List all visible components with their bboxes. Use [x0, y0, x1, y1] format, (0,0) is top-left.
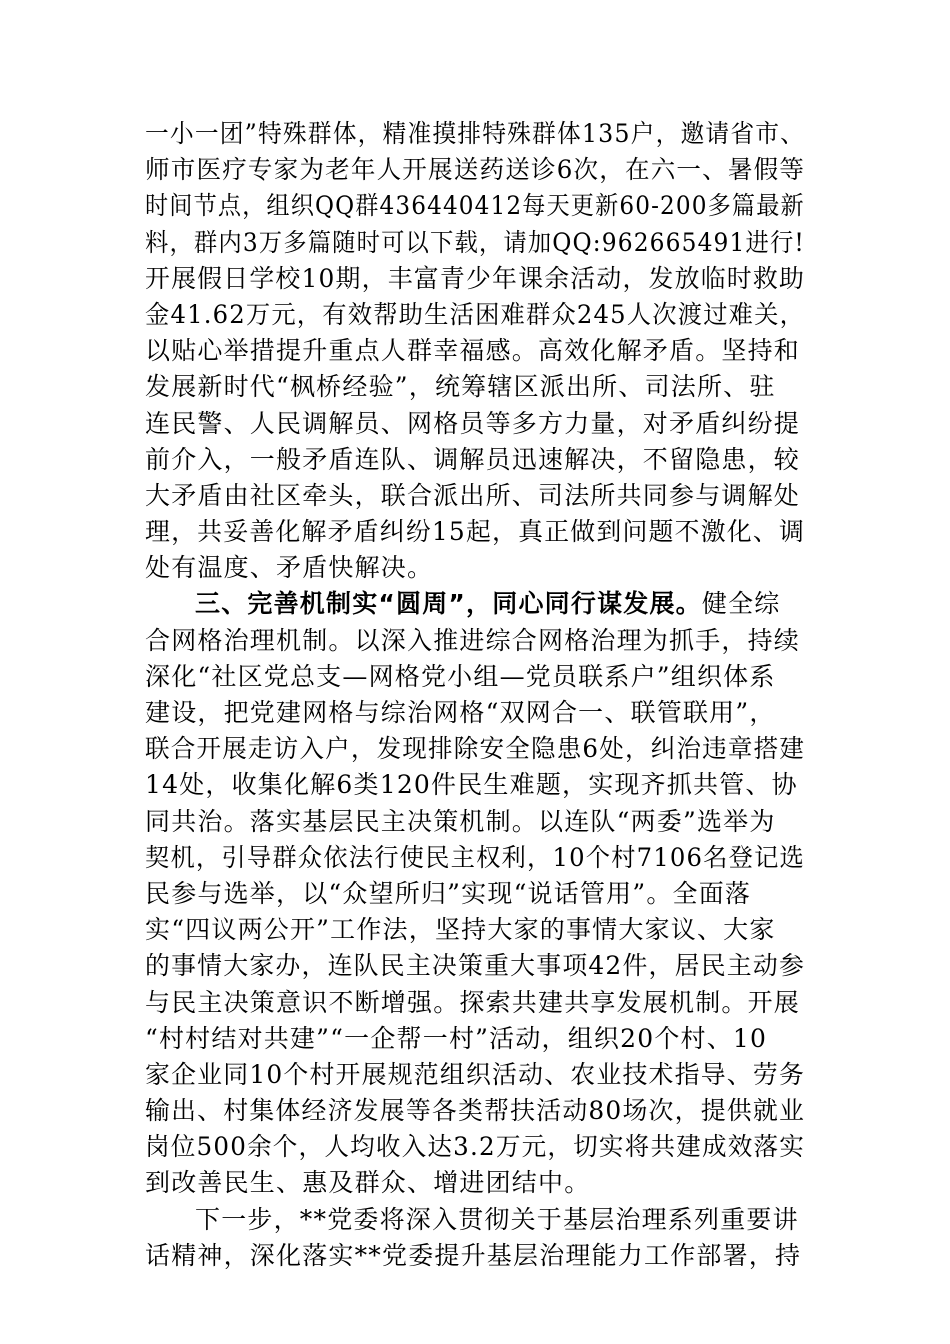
text-line: 实“四议两公开”工作法，坚持大家的事情大家议、大家: [145, 915, 776, 945]
text-line: 以贴心举措提升重点人群幸福感。高效化解矛盾。坚持和: [145, 336, 801, 366]
heading-continuation: 健全综: [701, 589, 781, 619]
text-line: 大矛盾由社区牵头，联合派出所、司法所共同参与调解处: [145, 480, 801, 510]
text-line: 话精神，深化落实**党委提升基层治理能力工作部署，持: [145, 1240, 802, 1270]
text-line: 契机，引导群众依法行使民主权利，10个村7106名登记选: [145, 842, 806, 872]
paragraph-1: [145, 116, 805, 586]
section-heading: 三、完善机制实“圆周”，同心同行谋发展。: [195, 589, 702, 619]
text-line: 深化“社区党总支—网格党小组—党员联系户”组织体系: [145, 661, 776, 691]
text-line: 金41.62万元，有效帮助生活困难群众245人次渡过难关，: [145, 299, 806, 329]
paragraph-3: [145, 1202, 805, 1274]
text-line: 同共治。落实基层民主决策机制。以连队“两委”选举为: [145, 806, 776, 836]
text-line: 处有温度、矛盾快解决。: [145, 553, 434, 583]
text-line: 前介入，一般矛盾连队、调解员迅速解决，不留隐患，较: [145, 444, 801, 474]
heading-line: [145, 586, 805, 622]
text-line: 下一步，**党委将深入贯彻关于基层治理系列重要讲: [195, 1204, 799, 1234]
text-line: 的事情大家办，连队民主决策重大事项42件，居民主动参: [145, 951, 806, 981]
text-line: 家企业同10个村开展规范组织活动、农业技术指导、劳务: [145, 1059, 806, 1089]
text-line: 时间节点，组织QQ群436440412每天更新60-200多篇最新: [145, 191, 805, 221]
text-line: 联合开展走访入户，发现排除安全隐患6处，纠治违章搭建: [145, 734, 806, 764]
text-line: 民参与选举，以“众望所归”实现“说话管用”。全面落: [145, 878, 752, 908]
text-line: 合网格治理机制。以深入推进综合网格治理为抓手，持续: [145, 625, 801, 655]
text-line: 到改善民生、惠及群众、增进团结中。: [145, 1168, 591, 1198]
text-line: 发展新时代“枫桥经验”，统筹辖区派出所、司法所、驻: [145, 372, 776, 402]
text-line: 岗位500余个，人均收入达3.2万元，切实将共建成效落实: [145, 1132, 806, 1162]
text-line: 连民警、人民调解员、网格员等多方力量，对矛盾纠纷提: [145, 408, 801, 438]
text-line: 建设，把党建网格与综治网格“双网合一、联管联用”，: [145, 698, 776, 727]
text-line: 输出、村集体经济发展等各类帮扶活动80场次，提供就业: [145, 1096, 806, 1126]
text-line: 一小一团”特殊群体，精准摸排特殊群体135户，邀请省市、: [145, 119, 806, 148]
text-line: 与民主决策意识不断增强。探索共建共享发展机制。开展: [145, 987, 801, 1017]
paragraph-2: [145, 586, 805, 1201]
text-line: 料，群内3万多篇随时可以下载，请加QQ:962665491进行!: [145, 227, 805, 257]
text-line: “村村结对共建”“一企帮一村”活动，组织20个村、10: [145, 1023, 768, 1053]
text-line: 师市医疗专家为老年人开展送药送诊6次，在六一、暑假等: [145, 155, 806, 185]
text-line: 14处，收集化解6类120件民生难题，实现齐抓共管、协: [145, 770, 798, 800]
text-line: 开展假日学校10期，丰富青少年课余活动，发放临时救助: [145, 263, 806, 293]
text-line: 理，共妥善化解矛盾纠纷15起，真正做到问题不激化、调: [145, 517, 806, 547]
document-body: [145, 116, 805, 1274]
